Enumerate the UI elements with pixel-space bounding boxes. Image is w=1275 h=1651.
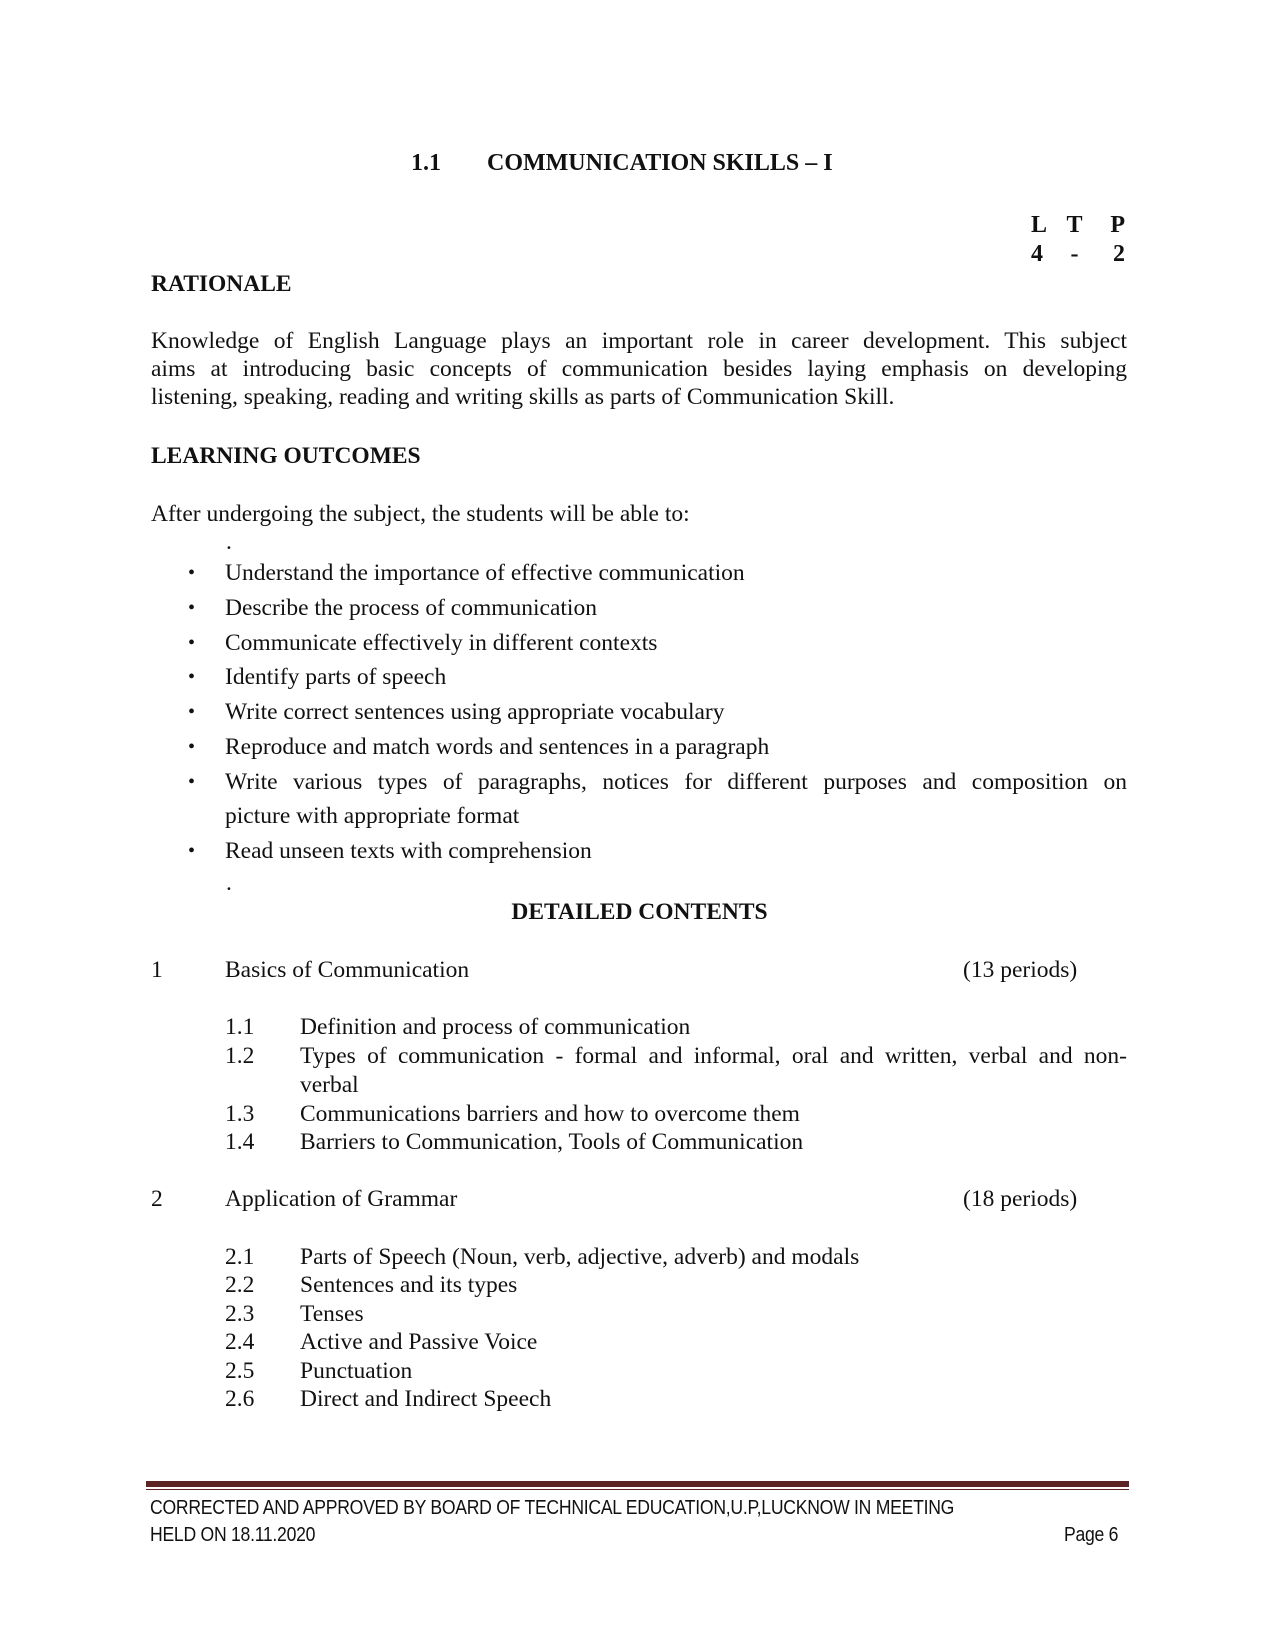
rationale-line-3: listening, speaking, reading and writing skills as parts of Communication Skill. [151,384,895,410]
footer-rule-thick [146,1481,1129,1487]
ltp-table [1031,211,1125,269]
rationale-heading: RATIONALE [151,271,292,297]
section-number: 2 [151,1186,163,1212]
section-number: 1 [151,957,163,983]
bullet-icon: • [188,562,196,584]
ltp-label-t: T [1066,212,1083,238]
ltp-value-p: 2 [1113,241,1125,267]
bullet-icon: • [188,632,196,654]
subject-title: COMMUNICATION SKILLS – I [487,150,833,176]
learning-outcomes-heading: LEARNING OUTCOMES [151,443,421,469]
bullet-icon: • [188,736,196,758]
bullet-icon: • [188,840,196,862]
bullet-icon: • [188,701,196,723]
section-title: Basics of Communication [225,957,470,983]
ltp-labels [1031,211,1125,240]
footer-approval-line-2: HELD ON 18.11.2020 [150,1524,316,1546]
detailed-contents-heading: DETAILED CONTENTS [511,899,768,925]
stray-dot: . [226,529,232,555]
footer-approval-line-1: CORRECTED AND APPROVED BY BOARD OF TECHNICAL EDUCATION,U.P,LUCKNOW IN MEETING [150,1497,955,1519]
section-number: 1.1 [411,150,441,176]
bullet-icon: • [188,597,196,619]
footer-rule-thin [146,1489,1129,1490]
bullet-icon: • [188,771,196,793]
stray-dot: . [226,870,232,896]
page-title [411,150,833,177]
section-periods: (13 periods) [963,957,1078,983]
bullet-icon: • [188,666,196,688]
page-number: Page 6 [1064,1524,1119,1546]
rationale-line-1: Knowledge of English Language plays an important role in career development. This subject [151,328,1127,354]
ltp-label-p: P [1110,212,1125,238]
ltp-value-l: 4 [1031,241,1043,267]
ltp-value-t: - [1070,241,1079,267]
section-periods: (18 periods) [963,1186,1078,1212]
section-title: Application of Grammar [225,1186,458,1212]
rationale-line-2: aims at introducing basic concepts of communication besides laying emphasis on developing [151,356,1127,382]
rationale-paragraph [151,327,1127,411]
ltp-values [1031,240,1125,269]
ltp-label-l: L [1031,212,1048,238]
learning-outcomes-intro: After undergoing the subject, the students will be able to: [151,501,690,527]
